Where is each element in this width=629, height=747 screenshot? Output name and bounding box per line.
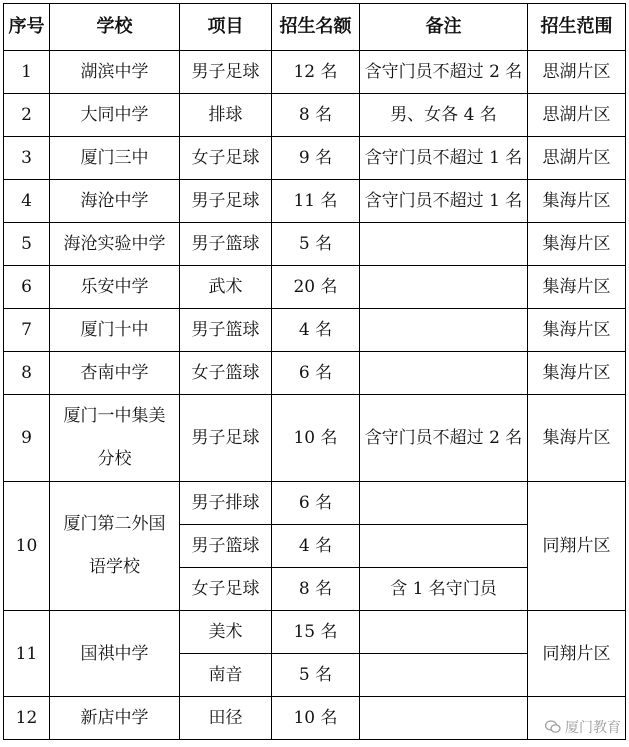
cell-item: 男子篮球 — [180, 525, 272, 568]
cell-no: 1 — [4, 51, 50, 94]
cell-item: 男子足球 — [180, 395, 272, 482]
cell-no: 5 — [4, 223, 50, 266]
cell-no: 6 — [4, 266, 50, 309]
cell-school: 厦门第二外国语学校 — [50, 482, 180, 611]
cell-note: 含 1 名守门员 — [360, 568, 528, 611]
cell-note — [360, 309, 528, 352]
cell-quota: 15 名 — [272, 611, 360, 654]
cell-area: 思湖片区 — [528, 51, 626, 94]
header-school: 学校 — [50, 4, 180, 51]
cell-quota: 8 名 — [272, 94, 360, 137]
cell-area: 集海片区 — [528, 180, 626, 223]
table-row — [4, 482, 626, 525]
cell-item: 美术 — [180, 611, 272, 654]
cell-area: 集海片区 — [528, 352, 626, 395]
cell-item: 男子篮球 — [180, 309, 272, 352]
cell-quota: 8 名 — [272, 568, 360, 611]
enrollment-table — [3, 3, 626, 740]
cell-area: 同翔片区 — [528, 482, 626, 611]
cell-item: 女子篮球 — [180, 352, 272, 395]
cell-school: 大同中学 — [50, 94, 180, 137]
cell-item: 女子足球 — [180, 137, 272, 180]
cell-area: 集海片区 — [528, 309, 626, 352]
wechat-icon — [545, 720, 561, 734]
table-row — [4, 223, 626, 266]
cell-note — [360, 352, 528, 395]
watermark-text: 厦门教育 — [565, 720, 621, 736]
cell-quota: 20 名 — [272, 266, 360, 309]
cell-school: 乐安中学 — [50, 266, 180, 309]
cell-item: 南音 — [180, 654, 272, 697]
table-row — [4, 697, 626, 740]
header-note: 备注 — [360, 4, 528, 51]
cell-note: 含守门员不超过 2 名 — [360, 51, 528, 94]
cell-quota: 5 名 — [272, 223, 360, 266]
cell-school: 海沧中学 — [50, 180, 180, 223]
cell-school: 国祺中学 — [50, 611, 180, 697]
cell-note — [360, 266, 528, 309]
header-area: 招生范围 — [528, 4, 626, 51]
cell-no: 7 — [4, 309, 50, 352]
cell-note — [360, 223, 528, 266]
cell-area: 思湖片区 — [528, 94, 626, 137]
cell-note: 男、女各 4 名 — [360, 94, 528, 137]
table-row — [4, 352, 626, 395]
cell-quota: 10 名 — [272, 697, 360, 740]
watermark — [545, 717, 621, 737]
cell-area: 同翔片区 — [528, 611, 626, 697]
table-row — [4, 94, 626, 137]
cell-item: 男子排球 — [180, 482, 272, 525]
cell-school: 新店中学 — [50, 697, 180, 740]
cell-note — [360, 525, 528, 568]
cell-area: 思湖片区 — [528, 137, 626, 180]
table-row — [4, 137, 626, 180]
cell-quota: 10 名 — [272, 395, 360, 482]
cell-item: 武术 — [180, 266, 272, 309]
table-row — [4, 611, 626, 654]
table-row — [4, 51, 626, 94]
cell-item: 排球 — [180, 94, 272, 137]
cell-school: 湖滨中学 — [50, 51, 180, 94]
cell-area: 集海片区 — [528, 223, 626, 266]
cell-item: 男子足球 — [180, 180, 272, 223]
cell-school: 厦门三中 — [50, 137, 180, 180]
cell-school: 厦门十中 — [50, 309, 180, 352]
cell-quota: 6 名 — [272, 352, 360, 395]
table-row — [4, 266, 626, 309]
cell-no: 3 — [4, 137, 50, 180]
cell-quota: 9 名 — [272, 137, 360, 180]
cell-school: 厦门一中集美分校 — [50, 395, 180, 482]
cell-quota: 12 名 — [272, 51, 360, 94]
header-item: 项目 — [180, 4, 272, 51]
cell-no: 9 — [4, 395, 50, 482]
cell-note: 含守门员不超过 1 名 — [360, 180, 528, 223]
table-row — [4, 180, 626, 223]
cell-no: 4 — [4, 180, 50, 223]
cell-item: 男子足球 — [180, 51, 272, 94]
cell-note — [360, 482, 528, 525]
cell-item: 男子篮球 — [180, 223, 272, 266]
cell-no: 2 — [4, 94, 50, 137]
cell-school: 海沧实验中学 — [50, 223, 180, 266]
cell-quota: 5 名 — [272, 654, 360, 697]
cell-note — [360, 697, 528, 740]
cell-no: 11 — [4, 611, 50, 697]
cell-note: 含守门员不超过 2 名 — [360, 395, 528, 482]
cell-area: 集海片区 — [528, 266, 626, 309]
header-no: 序号 — [4, 4, 50, 51]
cell-area: 集海片区 — [528, 395, 626, 482]
cell-item: 田径 — [180, 697, 272, 740]
cell-quota: 4 名 — [272, 309, 360, 352]
table-row — [4, 395, 626, 482]
cell-note: 含守门员不超过 1 名 — [360, 137, 528, 180]
cell-no: 8 — [4, 352, 50, 395]
cell-note — [360, 654, 528, 697]
cell-note — [360, 611, 528, 654]
header-quota: 招生名额 — [272, 4, 360, 51]
header-row — [4, 4, 626, 51]
cell-item: 女子足球 — [180, 568, 272, 611]
cell-quota: 6 名 — [272, 482, 360, 525]
cell-no: 10 — [4, 482, 50, 611]
cell-school: 杏南中学 — [50, 352, 180, 395]
table-row — [4, 309, 626, 352]
cell-quota: 11 名 — [272, 180, 360, 223]
cell-quota: 4 名 — [272, 525, 360, 568]
cell-no: 12 — [4, 697, 50, 740]
